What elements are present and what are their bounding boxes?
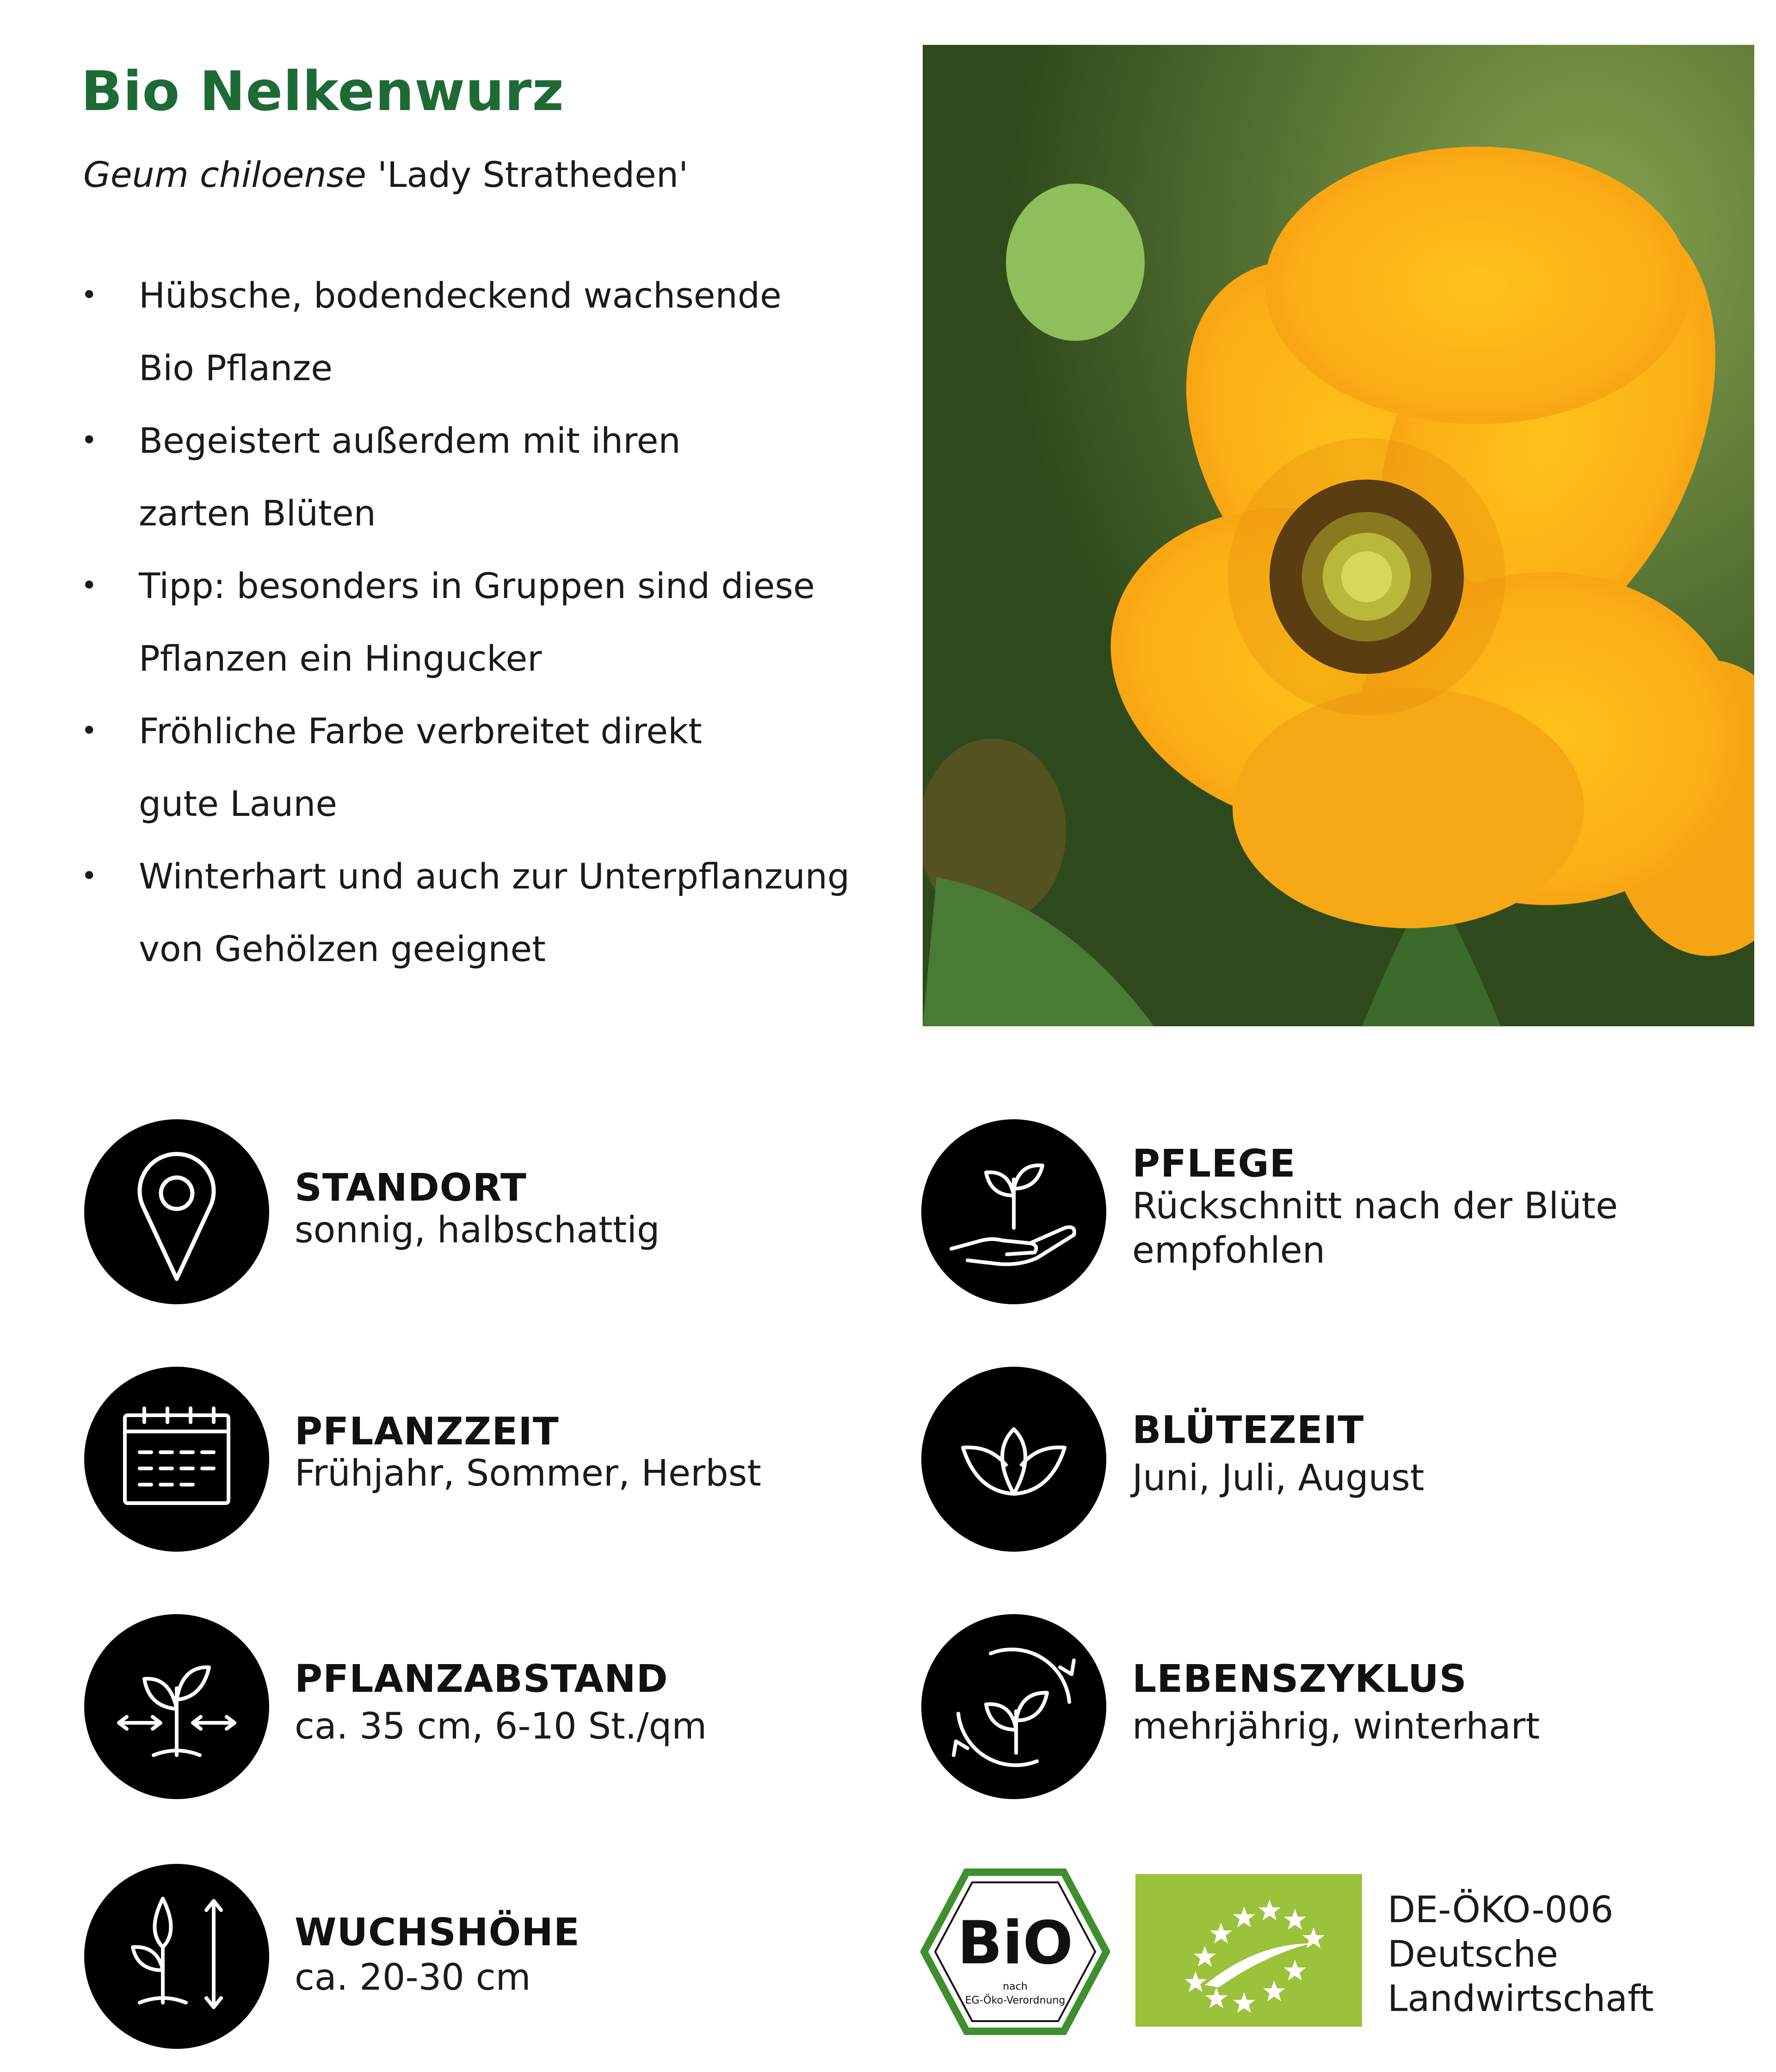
standort-label: STANDORT (295, 1166, 527, 1210)
bluetezeit-label: BLÜTEZEIT (1132, 1408, 1364, 1452)
pflanzzeit-value: Frühjahr, Sommer, Herbst (295, 1453, 761, 1494)
bullet-item: • Winterhart und auch zur Unterpflanzung von Gehölzen geeignet (81, 840, 867, 985)
lebenszyklus-label: LEBENSZYKLUS (1132, 1657, 1467, 1701)
svg-text:BiO: BiO (957, 1909, 1073, 1978)
product-title: Bio Nelkenwurz (81, 59, 565, 123)
cert-line3: Landwirtschaft (1388, 1978, 1654, 2020)
pflanzzeit-label: PFLANZZEIT (295, 1410, 559, 1454)
wuchshoehe-label: WUCHSHÖHE (295, 1911, 580, 1955)
pflanzabstand-value: ca. 35 cm, 6-10 St./qm (295, 1706, 707, 1747)
pflege-value: Rückschnitt nach der Blüte empfohlen (1132, 1185, 1618, 1271)
bio-seal-icon (920, 1868, 1110, 2035)
calendar-icon (84, 1367, 269, 1552)
bullet-item: • Fröhliche Farbe verbreitet direkt gute Laune (81, 695, 867, 840)
pflanzabstand-label: PFLANZABSTAND (295, 1657, 668, 1701)
bullet-item: • Begeistert außerdem mit ihren zarten Blüten (81, 404, 867, 549)
cert-line2: Deutsche (1388, 1934, 1559, 1975)
certification-text (1388, 1888, 1654, 2021)
plant-spacing-icon (84, 1614, 269, 1799)
bluetezeit-value: Juni, Juli, August (1132, 1457, 1424, 1499)
location-pin-icon (84, 1119, 269, 1304)
product-photo (923, 45, 1754, 1026)
flower-illustration (923, 45, 1754, 1026)
bullet-item: • Hübsche, bodendeckend wachsende Bio Pflanze (81, 259, 867, 404)
svg-text:nach: nach (1003, 1981, 1028, 1992)
cert-code: DE-ÖKO-006 (1388, 1889, 1614, 1931)
lotus-flower-icon (921, 1367, 1106, 1552)
svg-text:EG-Öko-Verordnung: EG-Öko-Verordnung (965, 1995, 1066, 2006)
plant-height-icon (84, 1864, 269, 2049)
plant-cycle-icon (921, 1614, 1106, 1799)
hand-seedling-icon (921, 1119, 1106, 1304)
cultivar-name: 'Lady Stratheden' (366, 154, 688, 195)
standort-value: sonnig, halbschattig (295, 1209, 660, 1251)
wuchshoehe-value: ca. 20-30 cm (295, 1957, 531, 1998)
latin-name: Geum chiloense (83, 154, 366, 195)
lebenszyklus-value: mehrjährig, winterhart (1132, 1706, 1540, 1747)
pflege-label: PFLEGE (1132, 1142, 1296, 1186)
product-subtitle (83, 154, 688, 195)
feature-bullet-list (81, 259, 867, 985)
eu-organic-leaf-icon (1135, 1874, 1362, 2027)
bullet-item: • Tipp: besonders in Gruppen sind diese Pflanzen ein Hingucker (81, 549, 867, 695)
